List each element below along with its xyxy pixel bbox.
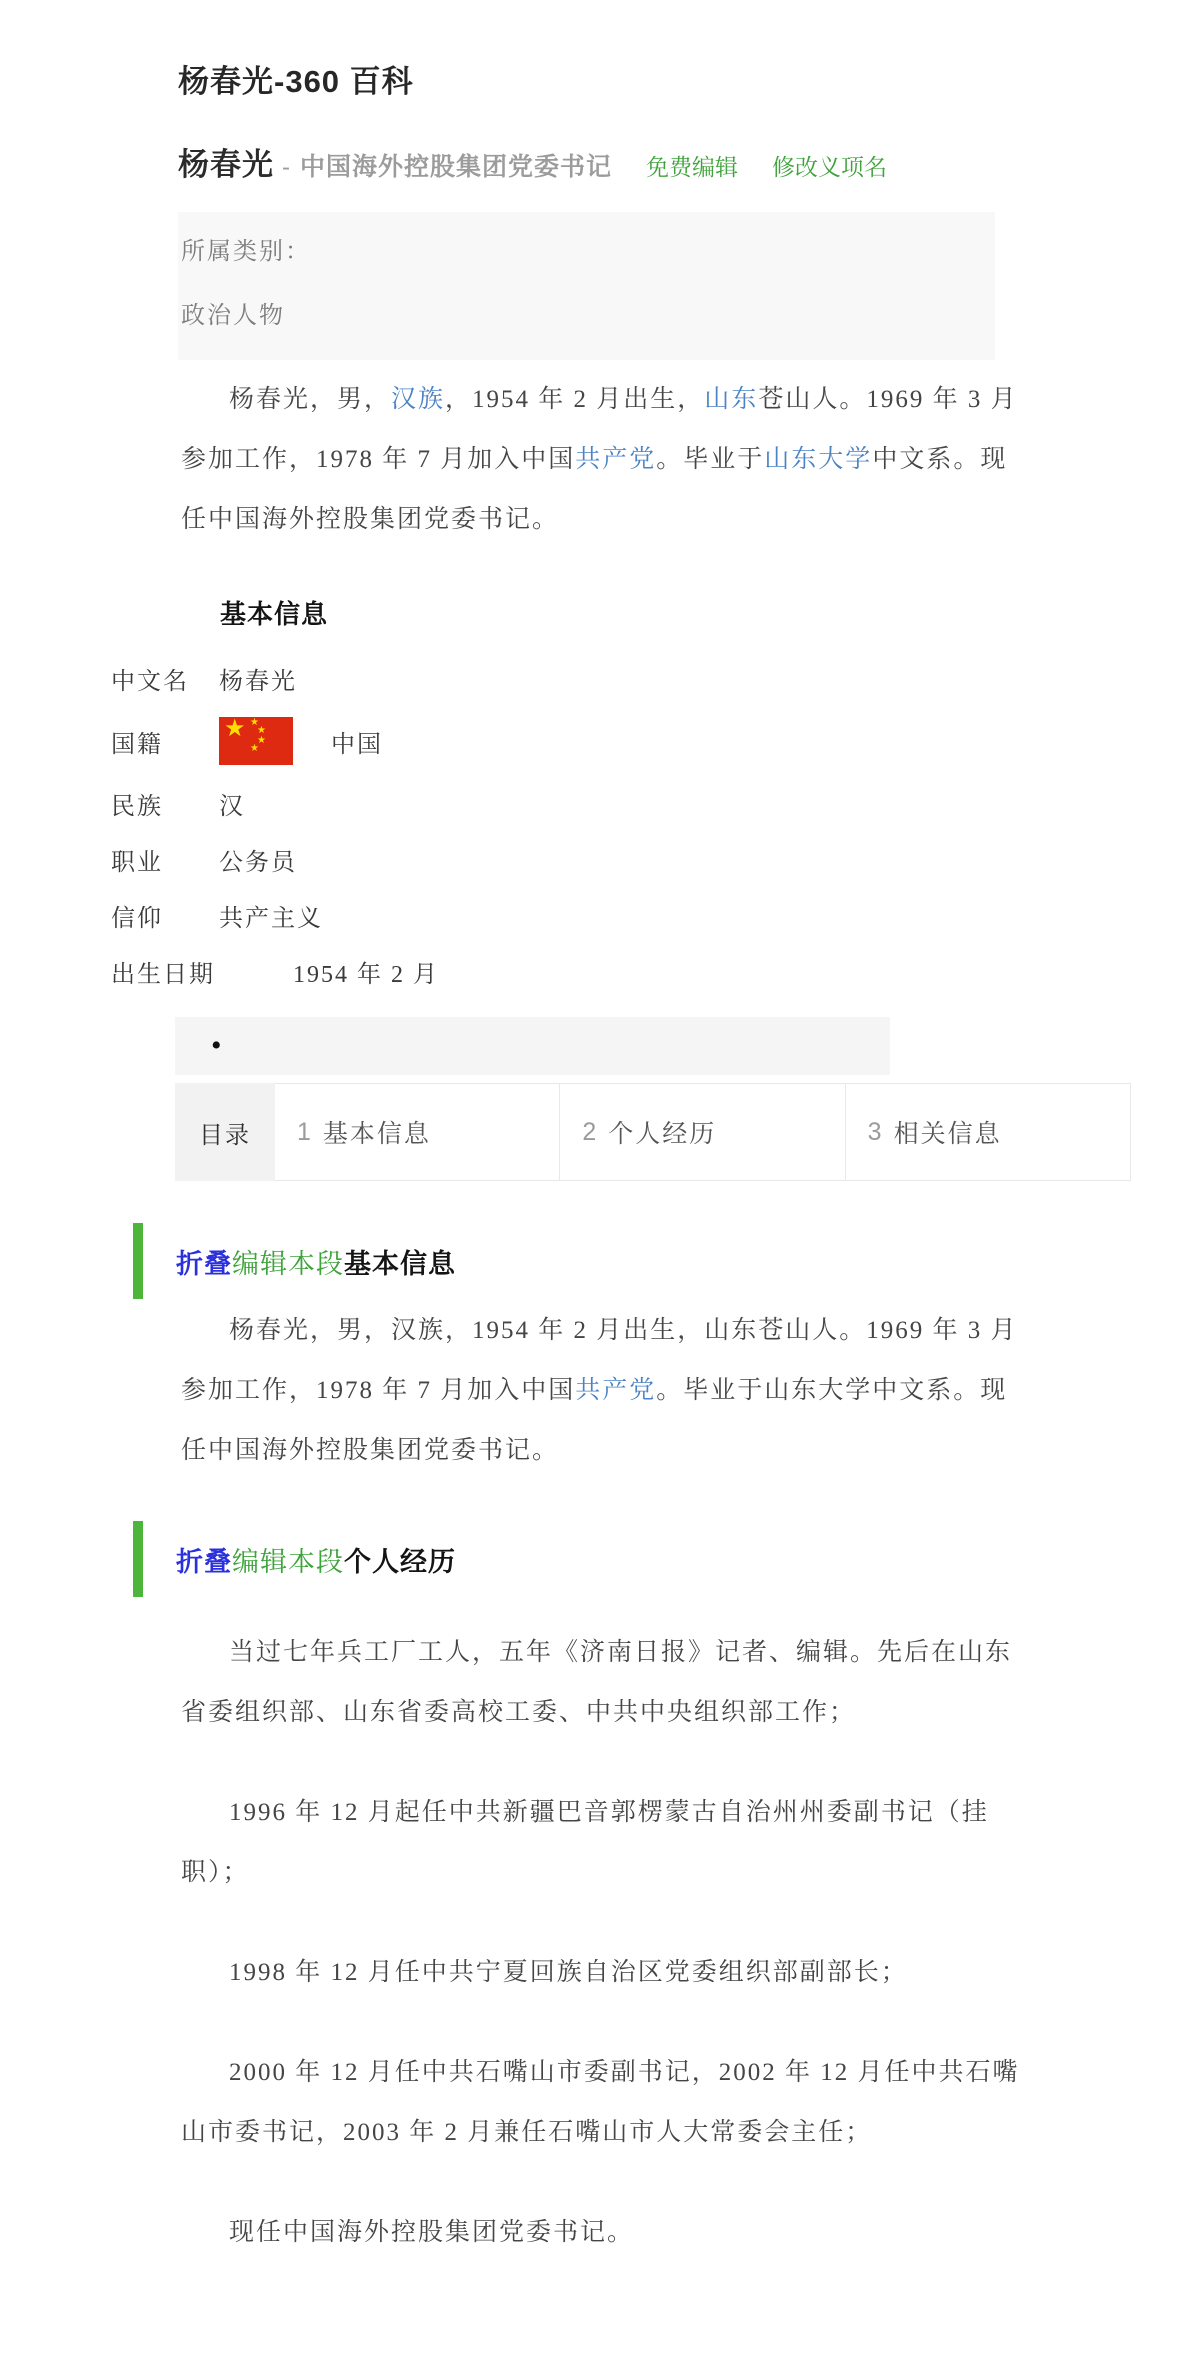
intro-paragraph [181,370,1033,550]
edit-section-link[interactable]: 编辑本段 [232,1248,344,1279]
toc-bar [175,1083,1131,1181]
toc-label: 目录 [175,1083,275,1181]
section-header-career [0,1521,1200,1597]
toc-item-label: 相关信息 [893,1120,1002,1148]
info-value: 杨春光 [219,669,297,695]
info-row [111,717,1200,765]
inline-link[interactable]: 山东大学 [764,446,873,473]
paragraph: 1996 年 12 月起任中共新疆巴音郭楞蒙古自治州州委副书记（挂职）； [181,1799,989,1886]
info-row [111,898,1200,933]
text-segment: 。毕业于 [656,446,765,473]
star-icon: ★ [250,743,261,754]
paragraph [181,1301,1033,1481]
toc-item-2[interactable] [560,1083,845,1181]
toc-item-1[interactable] [275,1083,560,1181]
section-career-body [0,1623,1200,2263]
inline-link[interactable]: 共产党 [575,446,657,473]
info-label: 中文名 [111,669,189,695]
info-row [111,842,1200,877]
section-title: 基本信息 [344,1248,456,1279]
paragraph: 2000 年 12 月任中共石嘴山市委副书记，2002 年 12 月任中共石嘴山市委书记，2003 年 2 月兼任石嘴山市人大常委会主任； [181,2059,1020,2146]
category-value: 政治人物 [181,303,285,329]
star-icon: ★ [250,717,261,728]
toc-item-number: 3 [867,1117,882,1146]
basic-info-heading: 基本信息 [220,599,329,629]
lemma-subtitle: 中国海外控股集团党委书记 [300,153,613,181]
free-edit-link[interactable]: 免费编辑 [646,154,739,180]
info-label: 职业 [111,850,163,876]
basic-info-table [111,661,1200,989]
edit-section-link[interactable]: 编辑本段 [232,1546,344,1577]
toc-item-3[interactable] [846,1083,1131,1181]
inline-link[interactable]: 共产党 [575,1377,657,1404]
page-title: 杨春光-360 百科 [178,64,414,99]
info-label: 民族 [111,794,163,820]
text-segment: 杨春光，男，汉族，1954 年 2 月出生，山东苍山人。1969 年 3 月参加工作，1978 年 7 月加入中国 [181,1317,1018,1404]
toc-item-label: 基本信息 [322,1120,431,1148]
info-row [111,954,1200,989]
bullet-bar [175,1017,890,1075]
info-label: 国籍 [111,731,163,758]
text-segment: ，1954 年 2 月出生， [445,386,705,413]
star-icon: ★ [224,717,248,742]
paragraph: 1998 年 12 月任中共宁夏回族自治区党委组织部副部长； [229,1959,908,1986]
category-box [178,212,995,360]
info-label: 出生日期 [111,962,215,988]
china-flag-icon [219,717,293,765]
lemma-header [178,139,1200,184]
info-value [219,717,383,765]
text-segment: 杨春光，男， [229,386,392,413]
info-row [111,661,1200,696]
section-title: 个人经历 [344,1546,456,1577]
star-icon: ★ [257,725,268,736]
inline-link[interactable]: 山东 [704,386,759,413]
section-basic-info-body [0,1301,1200,1481]
collapse-link[interactable]: 折叠 [176,1546,232,1577]
lemma-separator: - [282,154,290,181]
modify-lemma-name-link[interactable]: 修改义项名 [772,154,888,180]
info-label: 信仰 [111,906,163,932]
info-value: 1954 年 2 月 [293,962,439,988]
toc-item-number: 1 [297,1117,311,1146]
toc-item-label: 个人经历 [608,1120,717,1148]
toc-item-number: 2 [582,1117,597,1146]
star-icon: ★ [257,735,268,746]
lemma-name: 杨春光 [178,147,274,182]
inline-link[interactable]: 汉族 [391,386,446,413]
collapse-link[interactable]: 折叠 [176,1248,232,1279]
category-label: 所属类别： [181,239,311,265]
info-value: 汉 [219,794,245,820]
info-value: 共产主义 [219,906,323,932]
paragraph: 现任中国海外控股集团党委书记。 [229,2219,635,2246]
paragraph: 当过七年兵工厂工人，五年《济南日报》记者、编辑。先后在山东省委组织部、山东省委高校工委、中共中央组织部工作； [181,1639,1013,1726]
green-bar-icon [133,1223,143,1299]
section-header-basic-info [0,1223,1200,1299]
bullet-point: • [211,1029,222,1062]
info-row [111,786,1200,821]
text-segment: 苍山人。1969 年 3 月参加工作，1978 年 7 月加入中国 [181,386,1018,473]
info-value: 公务员 [219,850,297,876]
green-bar-icon [133,1521,143,1597]
text-segment: 中文系。现任中国海外控股集团党委书记。 [181,446,1008,533]
text-segment: 。毕业于山东大学中文系。现任中国海外控股集团党委书记。 [181,1377,1008,1464]
nationality-text: 中国 [331,731,383,758]
